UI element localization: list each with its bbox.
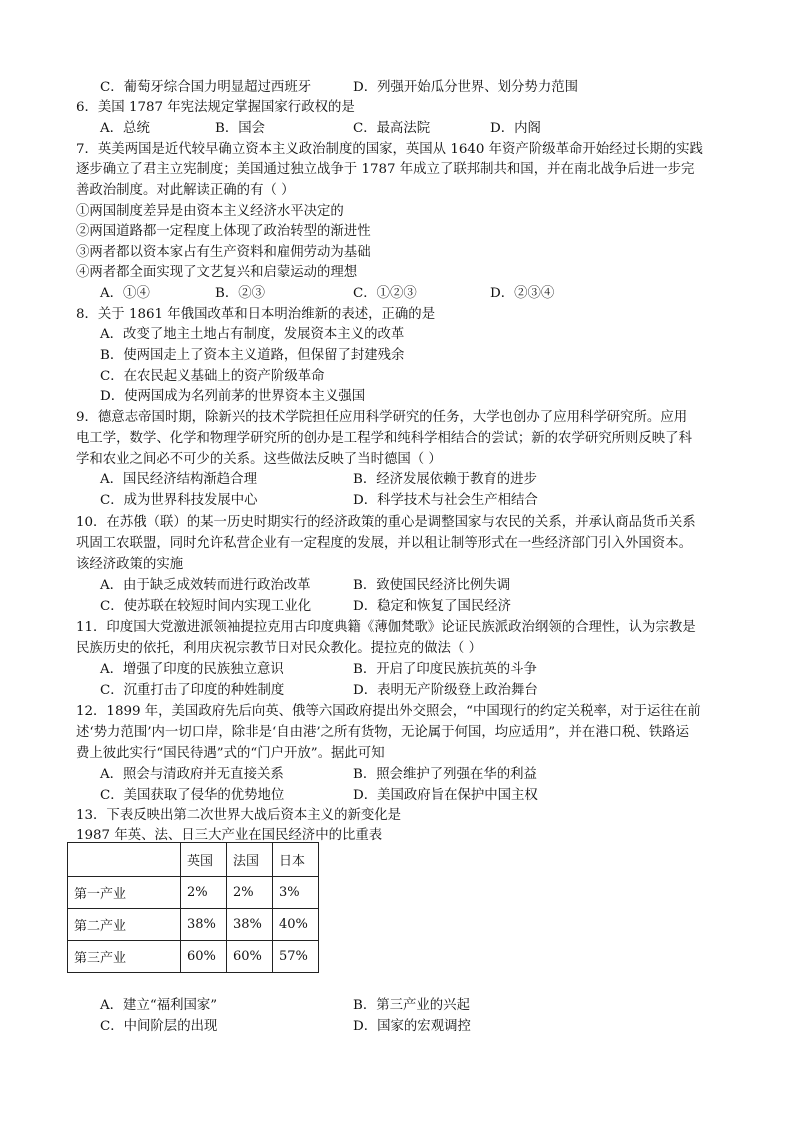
q9-stem-line-2: 电工学，数学、化学和物理学研究所的创办是工程学和纯科学相结合的尝试；新的农学研究所则反映了科	[76, 431, 692, 446]
q13-option-c: C．中间阶层的出现	[100, 1019, 218, 1034]
table-row	[68, 941, 319, 973]
q10-stem-line-2: 巩固工农联盟，同时允许私营企业有一定程度的发展，并以租让制等形式在一些经济部门引入外国资本。	[76, 536, 692, 551]
table-cell: 38%	[227, 909, 273, 941]
industry-ratio-table	[67, 842, 319, 973]
q11-option-a: A．增强了印度的民族独立意识	[100, 662, 284, 677]
table-row	[68, 909, 319, 941]
q11-option-d: D．表明无产阶级登上政治舞台	[353, 683, 538, 698]
q12-option-a: A．照会与清政府并无直接关系	[100, 767, 284, 782]
table-cell: 40%	[273, 909, 319, 941]
q6-option-b: B．国会	[215, 121, 266, 136]
q10-option-c: C．使苏联在较短时间内实现工业化	[100, 599, 312, 614]
q8-option-a: A．改变了地主土地占有制度，发展资本主义的改革	[100, 327, 405, 342]
table-cell: 第三产业	[68, 941, 181, 973]
q6-stem: 6．美国 1787 年宪法规定掌握国家行政权的是	[76, 100, 355, 115]
q9-option-a: A．国民经济结构渐趋合理	[100, 472, 257, 487]
table-header-cell: 法国	[227, 843, 273, 877]
table-cell: 57%	[273, 941, 319, 973]
q13-table-title: 1987 年英、法、日三大产业在国民经济中的比重表	[76, 828, 383, 843]
q7-option-b: B．②③	[215, 286, 266, 301]
q7-item-4: ④两者都全面实现了文艺复兴和启蒙运动的理想	[76, 265, 358, 280]
table-header-cell: 日本	[273, 843, 319, 877]
q13-option-b: B．第三产业的兴起	[353, 998, 470, 1013]
table-cell: 38%	[181, 909, 227, 941]
table-cell: 2%	[181, 877, 227, 909]
q13-option-a: A．建立“福利国家”	[100, 998, 218, 1013]
table-header-cell	[68, 843, 181, 877]
q7-item-2: ②两国道路都一定程度上体现了政治转型的渐进性	[76, 224, 371, 239]
q13-option-d: D．国家的宏观调控	[353, 1019, 471, 1034]
q10-option-d: D．稳定和恢复了国民经济	[353, 599, 512, 614]
q7-stem-line-2: 逐步确立了君主立宪制度；美国通过独立战争于 1787 年成立了联邦制共和国，并在南北战争后进一步完	[76, 162, 695, 177]
q7-item-1: ①两国制度差异是由资本主义经济水平决定的	[76, 204, 344, 219]
q5-option-d: D．列强开始瓜分世界、划分势力范围	[353, 80, 578, 95]
q12-option-b: B．照会维护了列强在华的利益	[353, 767, 537, 782]
table-cell: 60%	[227, 941, 273, 973]
q12-stem-line-1: 12．1899 年，美国政府先后向英、俄等六国政府提出外交照会，“中国现行的约定关税率，对于运往在前	[76, 704, 701, 719]
table-header-cell: 英国	[181, 843, 227, 877]
q10-option-b: B．致使国民经济比例失调	[353, 578, 511, 593]
table-cell: 第一产业	[68, 877, 181, 909]
q11-option-b: B．开启了印度民族抗英的斗争	[353, 662, 537, 677]
q12-stem-line-3: 费上彼此实行“国民待遇”式的“门户开放”。据此可知	[76, 746, 385, 761]
table-cell: 3%	[273, 877, 319, 909]
table-cell: 60%	[181, 941, 227, 973]
q7-stem-line-3: 善政治制度。对此解读正确的有（ ）	[76, 183, 295, 198]
q8-option-b: B．使两国走上了资本主义道路，但保留了封建残余	[100, 348, 405, 363]
q7-option-c: C．①②③	[353, 286, 417, 301]
table-cell: 第二产业	[68, 909, 181, 941]
q7-item-3: ③两者都以资本家占有生产资料和雇佣劳动为基础	[76, 245, 371, 260]
q9-option-d: D．科学技术与社会生产相结合	[353, 493, 538, 508]
q10-stem-line-3: 该经济政策的实施	[76, 557, 184, 572]
q9-stem-line-1: 9．德意志帝国时期，除新兴的技术学院担任应用科学研究的任务，大学也创办了应用科学研究所。应用	[76, 410, 688, 425]
q11-option-c: C．沉重打击了印度的种姓制度	[100, 683, 285, 698]
q12-stem-line-2: 述‘势力范围’内一切口岸，除非是‘自由港’之所有货物，无论属于何国，均应适用”，并在港口税、铁路运	[76, 725, 690, 740]
table-header-row	[68, 843, 319, 877]
q7-option-d: D．②③④	[490, 286, 555, 301]
q11-stem-line-2: 民族历史的依托，利用庆祝宗教节日对民众教化。提拉克的做法（ ）	[76, 641, 482, 656]
q12-option-c: C．美国获取了侵华的优势地位	[100, 788, 285, 803]
q8-option-c: C．在农民起义基础上的资产阶级革命	[100, 369, 325, 384]
table-row	[68, 877, 319, 909]
q11-stem-line-1: 11．印度国大党激进派领袖提拉克用古印度典籍《薄伽梵歌》论证民族派政治纲领的合理性，认为宗教是	[76, 620, 696, 635]
q12-option-d: D．美国政府旨在保护中国主权	[353, 788, 538, 803]
q7-option-a: A．①④	[100, 286, 150, 301]
q8-option-d: D．使两国成为名列前茅的世界资本主义强国	[100, 389, 366, 404]
q6-option-d: D．内阁	[490, 121, 541, 136]
q10-option-a: A．由于缺乏成效转而进行政治改革	[100, 578, 311, 593]
q9-stem-line-3: 学和农业之间必不可少的关系。这些做法反映了当时德国（ ）	[76, 452, 442, 467]
q6-option-a: A．总统	[100, 121, 150, 136]
q6-option-c: C．最高法院	[353, 121, 431, 136]
table-cell: 2%	[227, 877, 273, 909]
q10-stem-line-1: 10．在苏俄（联）的某一历史时期实行的经济政策的重心是调整国家与农民的关系，并承认商品货币关系	[76, 515, 696, 530]
q5-option-c: C．葡萄牙综合国力明显超过西班牙	[100, 80, 312, 95]
q9-option-b: B．经济发展依赖于教育的进步	[353, 472, 537, 487]
q9-option-c: C．成为世界科技发展中心	[100, 493, 258, 508]
q7-stem-line-1: 7．英美两国是近代较早确立资本主义政治制度的国家，英国从 1640 年资产阶级革命开始经过长期的实践	[76, 142, 703, 157]
q13-stem: 13．下表反映出第二次世界大战后资本主义的新变化是	[76, 808, 402, 823]
q8-stem: 8．关于 1861 年俄国改革和日本明治维新的表述，正确的是	[76, 307, 436, 322]
